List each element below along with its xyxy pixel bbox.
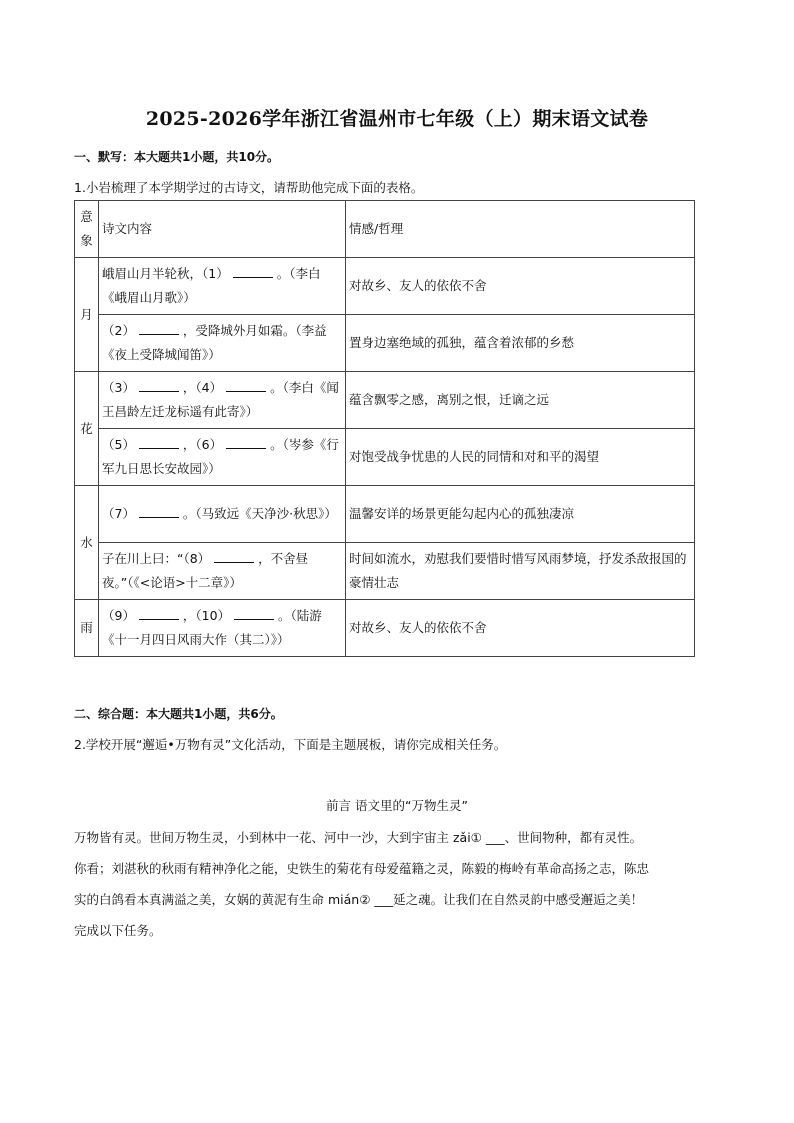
- content-cell: [99, 486, 346, 543]
- section-2-heading: 二、综合题：本大题共1小题，共6分。: [74, 707, 283, 721]
- content-text: 。（岑参《行军九日思长安故园》）: [102, 437, 339, 476]
- paragraph-line: 实的白鸽看本真满溢之美，女娲的黄泥有生命 mián② ___延之魂。让我们在自然灵韵中感受邂逅之美！: [74, 892, 644, 907]
- section-1-heading: 一、默写：本大题共1小题，共10分。: [74, 150, 280, 164]
- content-text: 。（李白《峨眉山月歌》）: [102, 266, 321, 305]
- content-text: 。（陆游《十一月四日风雨大作（其二）》）: [102, 608, 322, 647]
- image-cell-flower: 花: [75, 372, 99, 486]
- table-row: [75, 372, 695, 429]
- image-cell-moon: 月: [75, 258, 99, 372]
- image-cell-rain: 雨: [75, 600, 99, 657]
- answer-blank-7[interactable]: [139, 504, 179, 518]
- header-emotion: 情感/哲理: [346, 201, 695, 258]
- content-text: ，（10）: [182, 608, 231, 623]
- exam-title: 2025-2026学年浙江省温州市七年级（上）期末语文试卷: [145, 108, 649, 130]
- content-cell: [99, 600, 346, 657]
- answer-blank-4[interactable]: [226, 378, 266, 392]
- paragraph-line: 你看；刘湛秋的秋雨有精神净化之能，史铁生的菊花有母爱蕴籍之灵，陈毅的梅岭有革命高扬之志，陈忠: [74, 861, 650, 876]
- content-text: ，（6）: [182, 437, 223, 452]
- poetry-table: [74, 200, 695, 657]
- content-cell: [99, 372, 346, 429]
- answer-blank-8[interactable]: [214, 549, 254, 563]
- emotion-cell: 对故乡、友人的依依不舍: [346, 258, 695, 315]
- emotion-cell: 对故乡、友人的依依不舍: [346, 600, 695, 657]
- content-cell: [99, 258, 346, 315]
- header-content: 诗文内容: [99, 201, 346, 258]
- content-text: （7）: [102, 506, 135, 521]
- question-1-prompt: 1.小岩梳理了本学期学过的古诗文，请帮助他完成下面的表格。: [74, 180, 424, 195]
- content-text: ，（4）: [182, 380, 223, 395]
- content-text: （2）: [102, 323, 135, 338]
- content-text: （5）: [102, 437, 135, 452]
- content-text: （9）: [102, 608, 135, 623]
- content-text: 。（马致远《天净沙·秋思》）: [182, 506, 337, 521]
- answer-blank-3[interactable]: [139, 378, 179, 392]
- content-cell: [99, 315, 346, 372]
- question-2-prompt: 2.学校开展“邂逅•万物有灵”文化活动，下面是主题展板，请你完成相关任务。: [74, 737, 507, 752]
- table-row: [75, 315, 695, 372]
- table-header-row: [75, 201, 695, 258]
- content-text: 子在川上曰：“（8）: [102, 551, 211, 566]
- table-row: [75, 486, 695, 543]
- preface-paragraph: [74, 822, 722, 946]
- answer-blank-10[interactable]: [234, 606, 274, 620]
- answer-blank-9[interactable]: [139, 606, 179, 620]
- table-row: [75, 258, 695, 315]
- answer-blank-6[interactable]: [226, 435, 266, 449]
- content-text: ，不舍昼夜。”（《<论语>十二章》）: [102, 551, 309, 590]
- emotion-cell: 置身边塞绝域的孤独，蕴含着浓郁的乡愁: [346, 315, 695, 372]
- content-cell: [99, 429, 346, 486]
- emotion-cell: 蕴含飘零之感，离别之恨，迁谪之远: [346, 372, 695, 429]
- answer-blank-1[interactable]: [233, 264, 273, 278]
- answer-blank-2[interactable]: [139, 321, 179, 335]
- paragraph-line: 完成以下任务。: [74, 923, 162, 938]
- content-cell: [99, 543, 346, 600]
- emotion-cell: 温馨安详的场景更能勾起内心的孤独凄凉: [346, 486, 695, 543]
- emotion-cell: 时间如流水，劝慰我们要惜时惜写风雨梦境，抒发杀敌报国的豪情壮志: [346, 543, 695, 600]
- answer-blank-5[interactable]: [139, 435, 179, 449]
- content-text: （3）: [102, 380, 135, 395]
- table-row: [75, 429, 695, 486]
- content-text: 峨眉山月半轮秋，（1）: [102, 266, 229, 281]
- table-row: [75, 543, 695, 600]
- emotion-cell: 对饱受战争忧患的人民的同情和对和平的渴望: [346, 429, 695, 486]
- content-text: 。（李白《闻王昌龄左迁龙标遥有此寄》）: [102, 380, 339, 419]
- image-cell-water: 水: [75, 486, 99, 600]
- header-image: 意象: [75, 201, 99, 258]
- preface-title: 前言 语文里的“万物生灵”: [326, 798, 468, 813]
- table-row: [75, 600, 695, 657]
- content-text: ，受降城外月如霜。（李益《夜上受降城闻笛》）: [102, 323, 327, 362]
- paragraph-line: 万物皆有灵。世间万物生灵，小到林中一花、河中一沙，大到宇宙主 zǎi① ___、世间物种，都有灵性。: [74, 830, 643, 845]
